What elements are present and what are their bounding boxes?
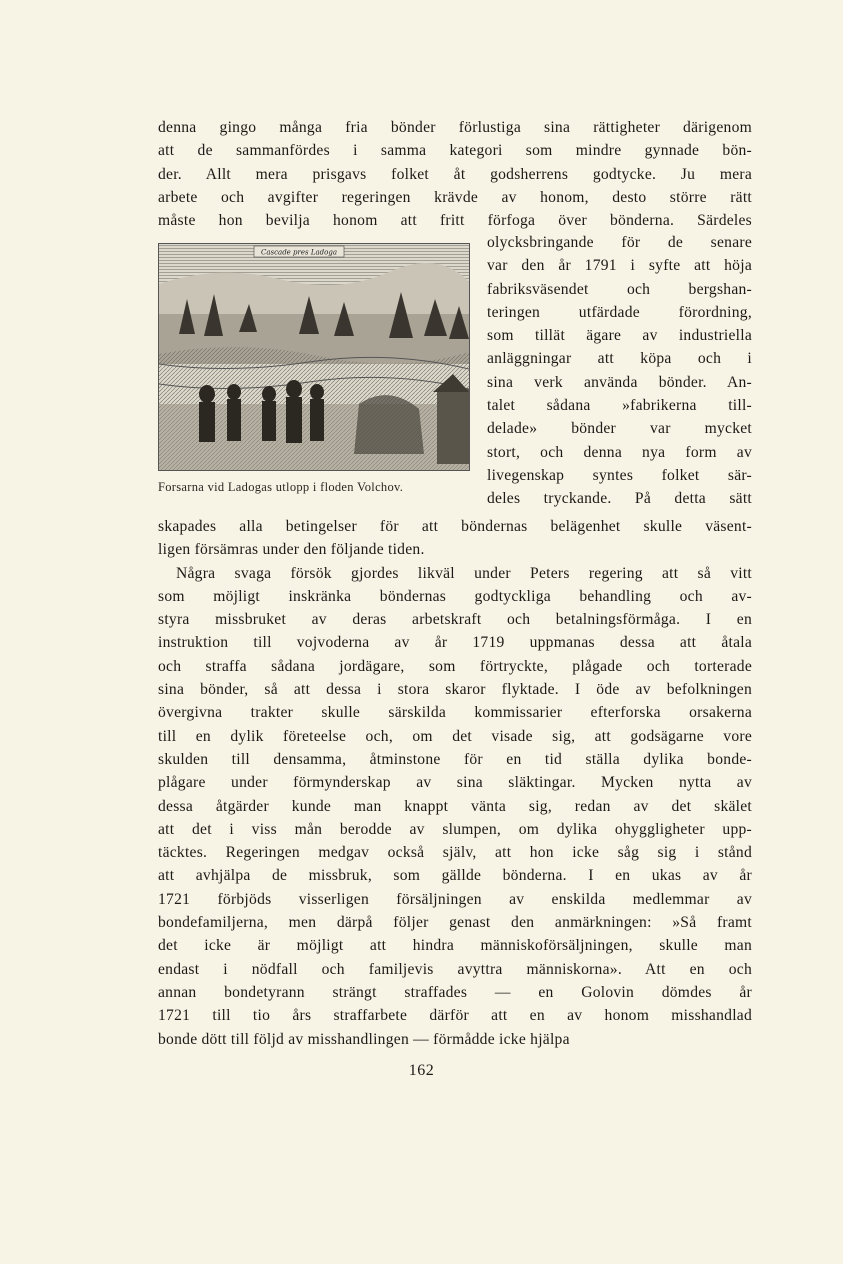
text-line: måste hon bevilja honom att fritt förfoga över bönderna. Särdeles — [158, 212, 752, 230]
text-line: endast i nödfall och familjevis avyttra människorna». Att en och — [158, 960, 752, 978]
text-line: fabriksväsendet och bergshan- — [487, 280, 752, 298]
text-line: sina verk använda bönder. An- — [487, 373, 752, 391]
engraving-image — [159, 244, 469, 470]
text-line: stort, och denna nya form av — [487, 443, 752, 461]
text-line: att det i viss mån berodde av slumpen, om dylika ohyggligheter upp- — [158, 820, 752, 838]
text-line: 1721 förbjöds visserligen försäljningen av enskilda medlemmar av — [158, 890, 752, 908]
text-line: anläggningar att köpa och i — [487, 350, 752, 368]
text-line: arbete och avgifter regeringen krävde av honom, desto större rätt — [158, 188, 752, 206]
text-line: plågare under förmynderskap av sina släktingar. Mycken nytta av — [158, 774, 752, 792]
text-line: ligen försämras under den följande tiden. — [158, 541, 425, 559]
text-line: skulden till densamma, åtminstone för en tid ställa dylika bonde- — [158, 750, 752, 768]
page-number: 162 — [408, 1062, 435, 1079]
text-line: var den år 1791 i syfte att höja — [487, 257, 752, 275]
text-line: deles tryckande. På detta sätt — [487, 490, 752, 508]
text-line: som möjligt inskränka böndernas godtyckliga behandling och av- — [158, 587, 752, 605]
figure-caption: Forsarna vid Ladogas utlopp i floden Volchov. — [158, 480, 404, 494]
text-line: täcktes. Regeringen medgav också själv, att hon icke såg sig i stånd — [158, 844, 752, 862]
text-line: bonde dött till följd av misshandlingen — förmådde icke hjälpa — [158, 1030, 570, 1048]
text-line: Några svaga försök gjordes likväl under Peters regering att så vitt — [176, 564, 752, 582]
text-line: teringen utfärdade förordning, — [487, 303, 752, 321]
text-line: delade» bönder var mycket — [487, 420, 752, 438]
text-line: talet sådana »fabrikerna till- — [487, 397, 752, 415]
paragraph-bottom — [158, 515, 752, 1051]
text-line: att de sammanfördes i samma kategori som mindre gynnade bön- — [158, 142, 752, 160]
text-line: instruktion till vojvoderna av år 1719 uppmanas dessa att åtala — [158, 634, 752, 652]
paragraph-top — [158, 116, 752, 232]
text-line: det icke är möjligt att hindra människoförsäljningen, skulle man — [158, 937, 752, 955]
paragraph-right-of-figure — [487, 231, 752, 511]
text-line: der. Allt mera prisgavs folket åt godsherrens godtycke. Ju mera — [158, 165, 752, 183]
engraving-illustration — [158, 243, 470, 471]
text-line: livegenskap syntes folket sär- — [487, 466, 752, 484]
text-line: att avhjälpa de missbruk, som gällde bönderna. I en ukas av år — [158, 867, 752, 885]
text-line: 1721 till tio års straffarbete därför att en av honom misshandlad — [158, 1007, 752, 1025]
text-line: sina bönder, så att dessa i stora skaror flyktade. I öde av befolkningen — [158, 681, 752, 699]
text-line: övergivna trakter skulle särskilda kommissarier efterforska orsakerna — [158, 704, 752, 722]
text-line: och straffa sådana jordägare, som förtryckte, plågade och torterade — [158, 657, 752, 675]
text-line: dessa åtgärder kunde man knappt vänta sig, redan av det skälet — [158, 797, 752, 815]
text-line: som tillät ägare av industriella — [487, 327, 752, 345]
text-line: olycksbringande för de senare — [487, 234, 752, 251]
engraving-inscription: Cascade pres Ladoga — [260, 248, 338, 257]
text-line: skapades alla betingelser för att böndernas belägenhet skulle väsent- — [158, 518, 752, 535]
text-line: denna gingo många fria bönder förlustiga sina rättigheter därigenom — [158, 119, 752, 136]
text-line: bondefamiljerna, men därpå följer genast den anmärkningen: »Så framt — [158, 914, 752, 932]
text-line: annan bondetyrann strängt straffades — en Golovin dömdes år — [158, 983, 752, 1001]
text-line: till en dylik företeelse och, om det visade sig, att godsägarne vore — [158, 727, 752, 745]
text-line: styra missbruket av deras arbetskraft och betalningsförmåga. I en — [158, 611, 752, 629]
